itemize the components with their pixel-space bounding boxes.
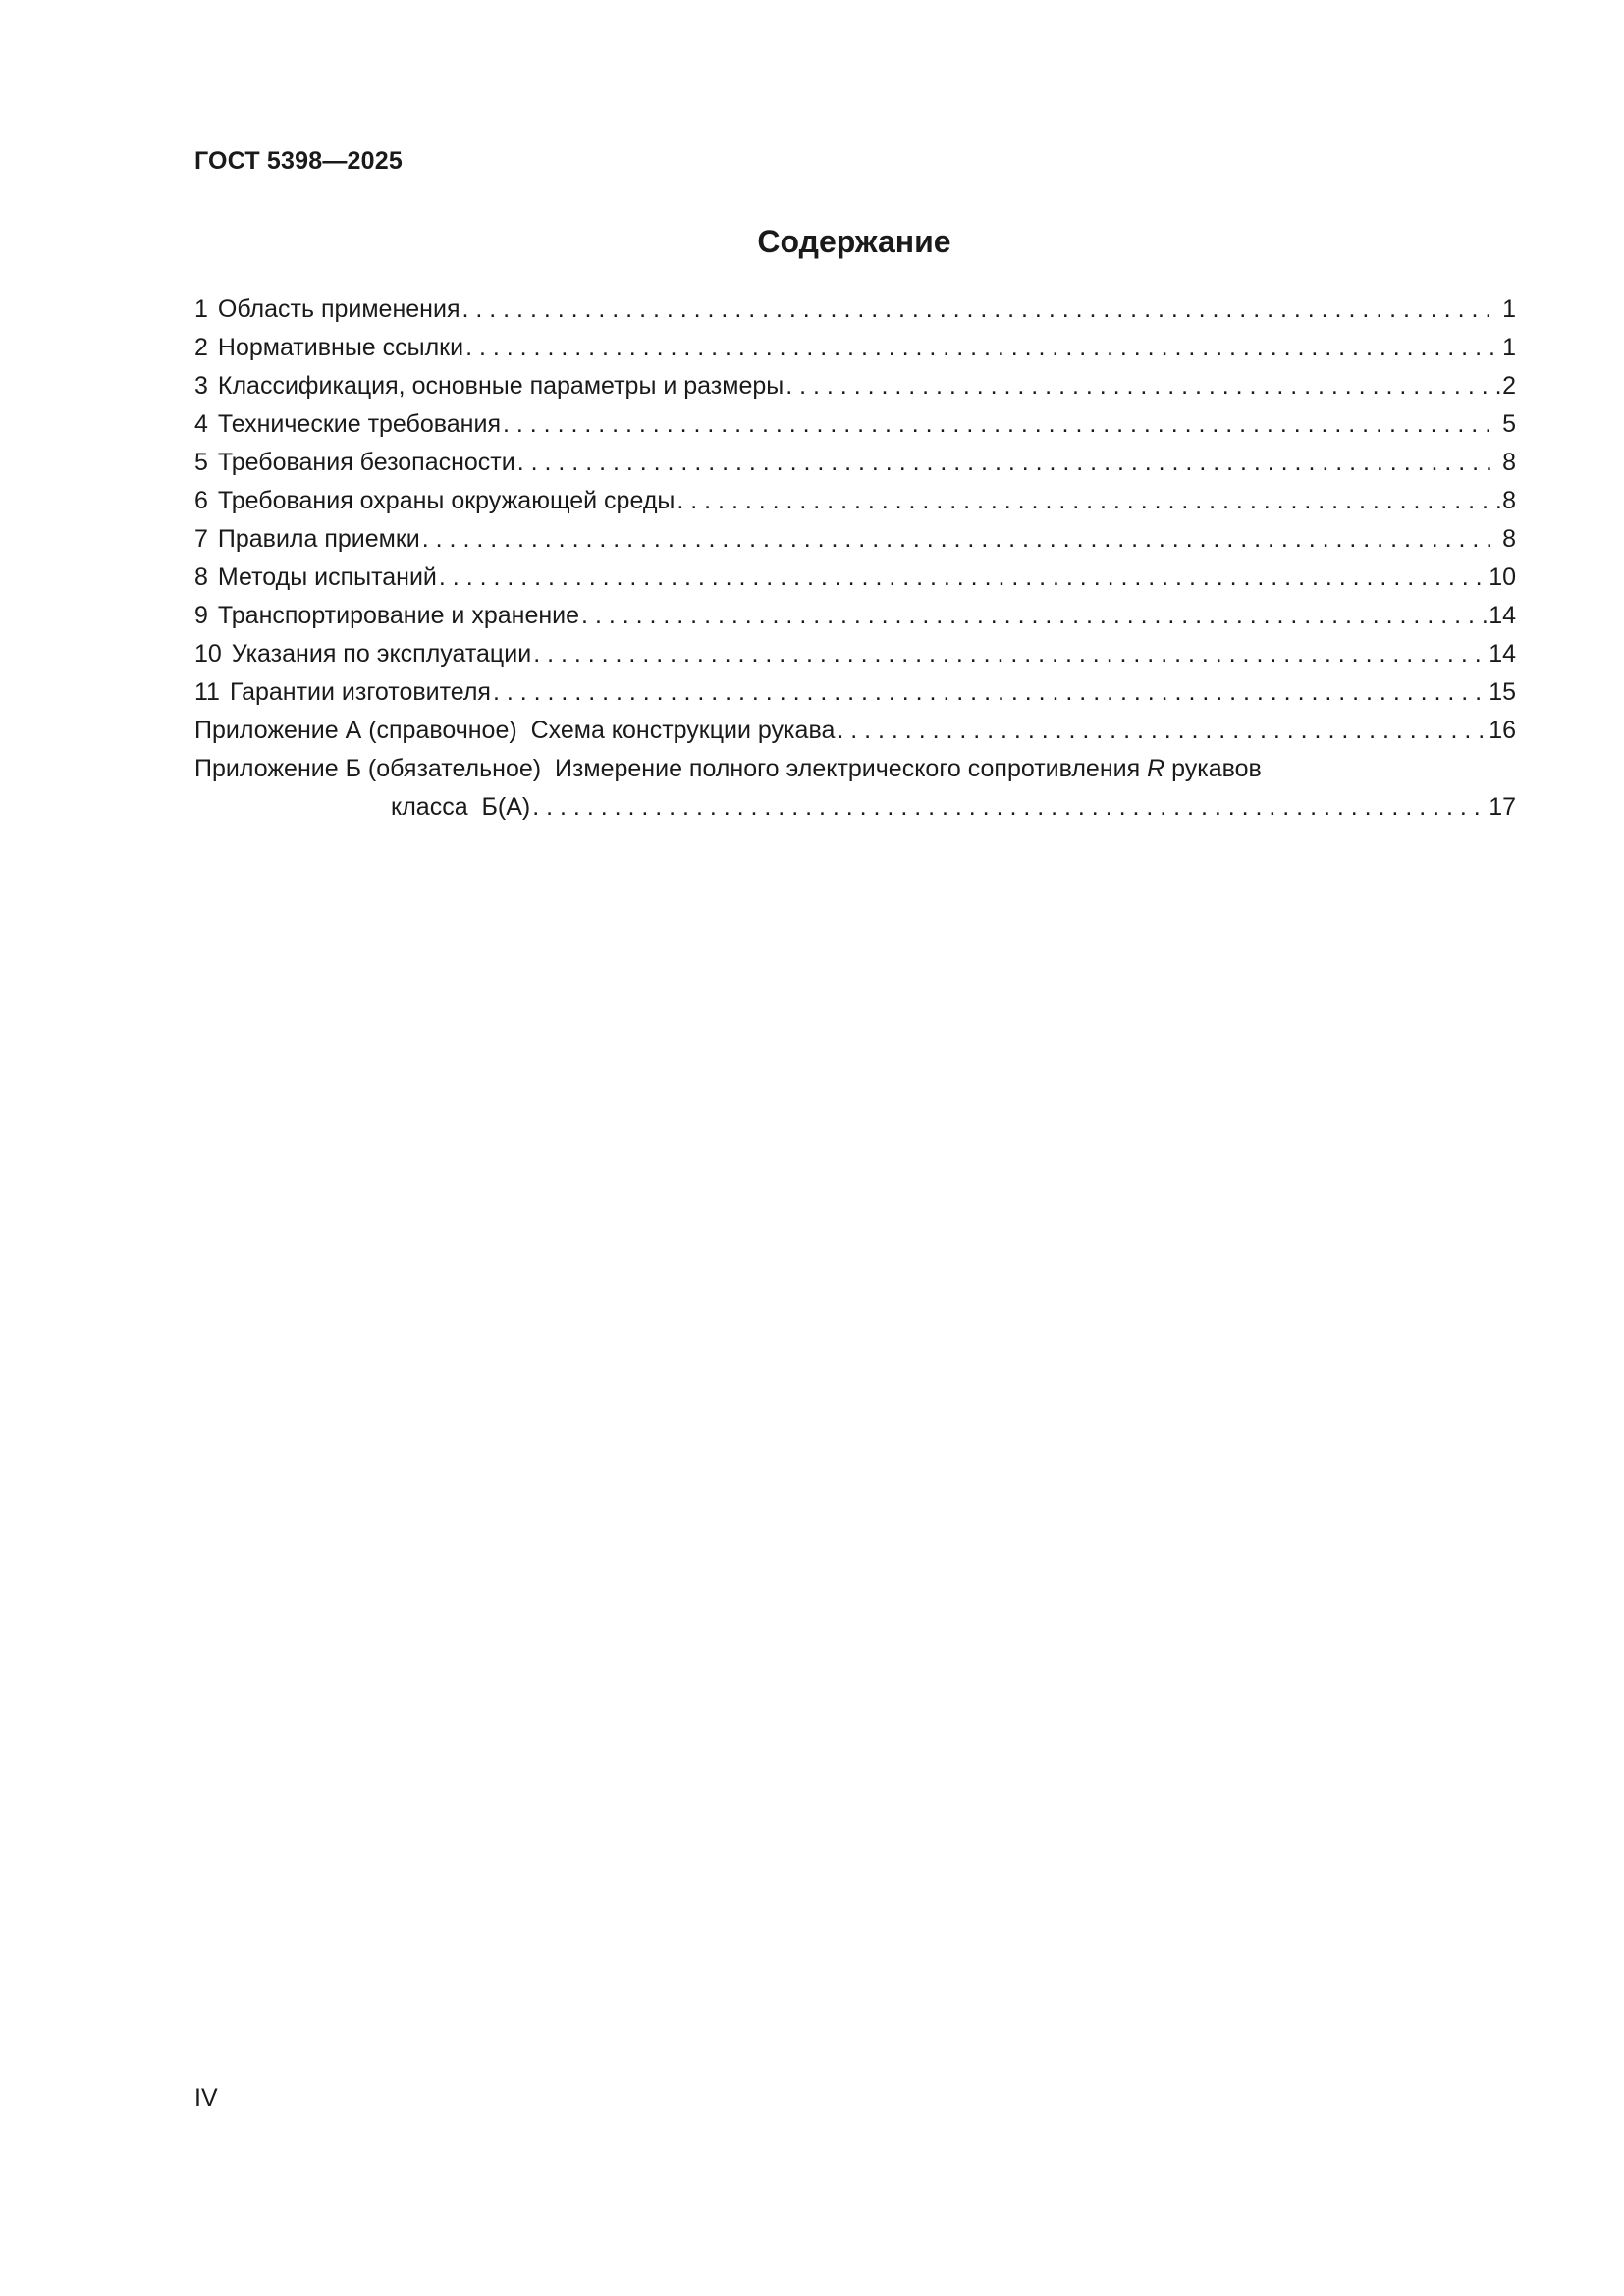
toc-entry[interactable] [194,482,1516,520]
toc-entry-page: 8 [1502,487,1516,514]
toc-appendix-b-line1[interactable] [194,750,1516,788]
toc-entry[interactable] [194,405,1516,444]
toc-entry-page: 2 [1502,372,1516,400]
toc-entry-page: 1 [1502,334,1516,361]
toc-entry-page: 8 [1502,525,1516,553]
toc-appendix-a[interactable] [194,712,1516,750]
toc-entry-number: 10 [194,640,222,667]
resistance-symbol: R [1147,755,1165,782]
toc-entry-label: Указания по эксплуатации [231,640,532,667]
toc-dot-leader [837,712,1487,750]
toc-dot-leader [677,482,1500,520]
toc-entry-label: Транспортирование и хранение [217,602,580,629]
toc-entry-page: 14 [1489,602,1516,629]
toc-entry-label: Гарантии изготовителя [229,678,491,706]
toc-entry-label: Требования безопасности [217,449,515,476]
toc-dot-leader [532,788,1487,827]
toc-dot-leader [581,597,1487,635]
toc-entry-label: Технические требования [217,410,501,438]
toc-appendix-page: 16 [1489,717,1516,744]
document-header: ГОСТ 5398—2025 [194,147,403,175]
toc-entry-page: 15 [1489,678,1516,706]
toc-entry-number: 1 [194,295,208,323]
toc-entry-page: 5 [1502,410,1516,438]
toc-dot-leader [533,635,1487,673]
toc-dot-leader [465,329,1500,367]
toc-dot-leader [461,291,1500,329]
toc-entry[interactable] [194,444,1516,482]
toc-entry-label: Правила приемки [217,525,420,553]
toc-entry-number: 9 [194,602,208,629]
page-number: IV [194,2084,218,2111]
toc-entry-label: Область применения [217,295,460,323]
toc-entry-page: 8 [1502,449,1516,476]
toc-entry-number: 11 [194,678,220,706]
toc-appendix-page: 17 [1489,793,1516,821]
toc-appendix-label-suffix: рукавов [1171,755,1262,782]
toc-entry[interactable] [194,673,1516,712]
toc-dot-leader [439,559,1487,597]
toc-entry[interactable] [194,329,1516,367]
toc-entry-page: 10 [1489,563,1516,591]
toc-dot-leader [493,673,1487,712]
toc-entry-number: 5 [194,449,208,476]
toc-entry-label: Методы испытаний [217,563,437,591]
toc-appendix-label: Приложение А (справочное) Схема конструкции рукава [194,717,836,744]
toc-entry-label: Классификация, основные параметры и размеры [217,372,785,400]
toc-appendix-label-prefix: Приложение Б (обязательное) Измерение полного электрического сопротивления [194,755,1141,782]
toc-entry-number: 4 [194,410,208,438]
toc-entry-number: 8 [194,563,208,591]
toc-entry[interactable] [194,597,1516,635]
toc-entry-number: 6 [194,487,208,514]
table-of-contents [194,291,1516,827]
toc-entry[interactable] [194,559,1516,597]
toc-entry-page: 14 [1489,640,1516,667]
toc-entry-page: 1 [1502,295,1516,323]
toc-dot-leader [517,444,1500,482]
toc-appendix-b-line2[interactable] [194,788,1516,827]
toc-dot-leader [785,367,1500,405]
toc-appendix-label-continuation: класса Б(А) [391,793,531,821]
toc-dot-leader [503,405,1500,444]
toc-entry-label: Нормативные ссылки [217,334,464,361]
toc-entry-number: 7 [194,525,208,553]
toc-entry-number: 3 [194,372,208,400]
page-title: Содержание [757,224,951,259]
toc-entry-number: 2 [194,334,208,361]
toc-dot-leader [422,520,1500,559]
toc-appendix-label [194,750,1262,788]
toc-entry[interactable] [194,367,1516,405]
toc-entry[interactable] [194,520,1516,559]
toc-entry[interactable] [194,635,1516,673]
toc-entry-label: Требования охраны окружающей среды [217,487,676,514]
toc-entry[interactable] [194,291,1516,329]
